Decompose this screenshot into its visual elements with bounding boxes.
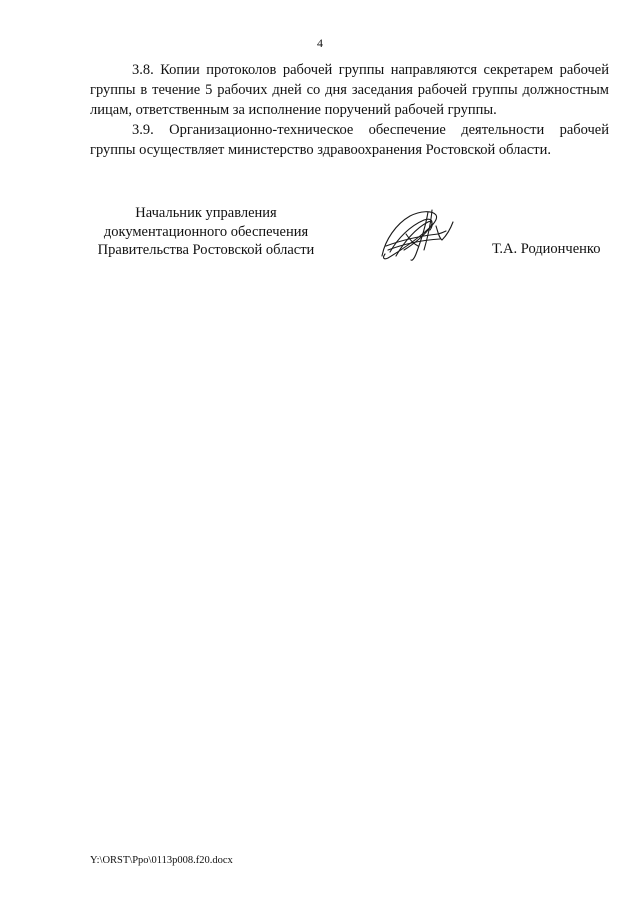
position-line: документационного обеспечения <box>103 223 309 240</box>
signer-name: Т.А. Родионченко <box>492 241 601 257</box>
handwritten-signature <box>376 206 456 264</box>
paragraph-3-9: 3.9. Организационно-техническое обеспечение деятельности рабочей группы осуществляет министерство здравоохранения Ростовской области. <box>90 122 609 158</box>
position-line: Начальник управления <box>135 205 277 221</box>
position-line: Правительства Ростовской области <box>97 242 315 258</box>
page-number: 4 <box>317 36 323 50</box>
file-path: Y:\ORST\Ppo\0113p008.f20.docx <box>90 855 233 866</box>
document-body <box>90 60 609 160</box>
paragraph-3-8: 3.8. Копии протоколов рабочей группы направляются секретарем рабочей группы в течение 5 рабочих дней со дня заседания рабочей группы должностным лицам, ответственным за исполнение поручений рабочей группы. <box>90 62 609 118</box>
signatory-position <box>86 204 326 260</box>
